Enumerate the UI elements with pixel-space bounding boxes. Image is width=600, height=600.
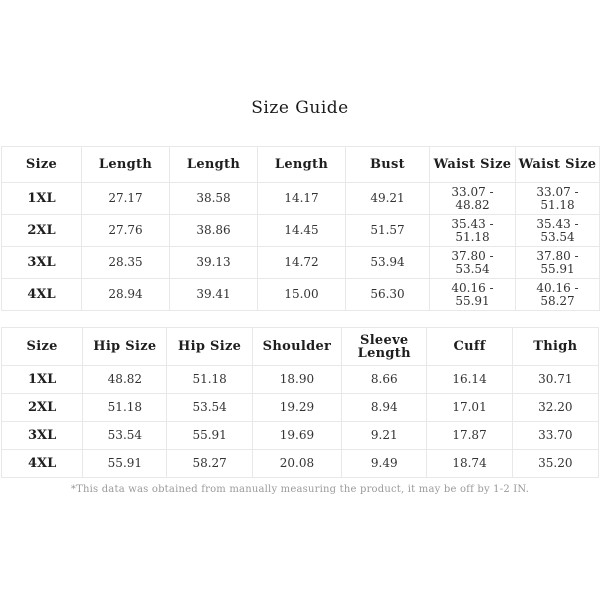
table-cell: 20.08 <box>252 450 341 478</box>
table-cell: 33.07 - 51.18 <box>516 183 600 215</box>
size-label: 4XL <box>2 450 83 478</box>
table-row <box>2 366 599 394</box>
table-cell: 55.91 <box>167 422 252 450</box>
table-cell: 28.94 <box>82 279 170 311</box>
table-cell: 37.80 - 55.91 <box>516 247 600 279</box>
table-cell: 48.82 <box>83 366 167 394</box>
header-cuff: Cuff <box>427 328 512 366</box>
table-cell: 14.45 <box>258 215 346 247</box>
table-row <box>2 247 600 279</box>
header-shoulder: Shoulder <box>252 328 341 366</box>
table-header-row <box>2 147 600 183</box>
table-cell: 9.49 <box>342 450 427 478</box>
table-row <box>2 279 600 311</box>
table-cell: 53.54 <box>83 422 167 450</box>
table-row <box>2 215 600 247</box>
table-cell: 39.41 <box>170 279 258 311</box>
table-cell: 14.17 <box>258 183 346 215</box>
table-cell: 51.57 <box>346 215 430 247</box>
header-thigh: Thigh <box>512 328 598 366</box>
table-cell: 17.87 <box>427 422 512 450</box>
table-cell: 37.80 - 53.54 <box>430 247 516 279</box>
table-cell: 19.69 <box>252 422 341 450</box>
table-cell: 18.74 <box>427 450 512 478</box>
table-cell: 27.76 <box>82 215 170 247</box>
table-cell: 18.90 <box>252 366 341 394</box>
table-cell: 17.01 <box>427 394 512 422</box>
table-header-row <box>2 328 599 366</box>
table-cell: 51.18 <box>83 394 167 422</box>
header-bust: Bust <box>346 147 430 183</box>
table-cell: 53.94 <box>346 247 430 279</box>
header-length: Length <box>170 147 258 183</box>
table-cell: 19.29 <box>252 394 341 422</box>
table-cell: 30.71 <box>512 366 598 394</box>
size-label: 1XL <box>2 183 82 215</box>
table-cell: 38.58 <box>170 183 258 215</box>
size-label: 2XL <box>2 215 82 247</box>
table-cell: 35.43 - 53.54 <box>516 215 600 247</box>
table-cell: 15.00 <box>258 279 346 311</box>
header-size: Size <box>2 147 82 183</box>
table-cell: 53.54 <box>167 394 252 422</box>
table-cell: 49.21 <box>346 183 430 215</box>
header-length: Length <box>82 147 170 183</box>
table-cell: 27.17 <box>82 183 170 215</box>
table-cell: 32.20 <box>512 394 598 422</box>
table-cell: 8.94 <box>342 394 427 422</box>
table-cell: 35.20 <box>512 450 598 478</box>
table-cell: 33.07 - 48.82 <box>430 183 516 215</box>
table-cell: 33.70 <box>512 422 598 450</box>
table-cell: 40.16 - 55.91 <box>430 279 516 311</box>
header-hip-size: Hip Size <box>167 328 252 366</box>
table-cell: 9.21 <box>342 422 427 450</box>
header-length: Length <box>258 147 346 183</box>
size-label: 4XL <box>2 279 82 311</box>
size-table-measurements <box>1 146 600 311</box>
table-cell: 56.30 <box>346 279 430 311</box>
size-label: 3XL <box>2 247 82 279</box>
header-waist-size: Waist Size <box>430 147 516 183</box>
table-cell: 8.66 <box>342 366 427 394</box>
page-title: Size Guide <box>251 98 349 118</box>
table-cell: 55.91 <box>83 450 167 478</box>
size-label: 1XL <box>2 366 83 394</box>
table-cell: 14.72 <box>258 247 346 279</box>
measurement-disclaimer: *This data was obtained from manually measuring the product, it may be off by 1-2 IN. <box>70 484 530 495</box>
table-row <box>2 394 599 422</box>
table-cell: 38.86 <box>170 215 258 247</box>
table-cell: 39.13 <box>170 247 258 279</box>
header-sleeve-length: Sleeve Length <box>342 328 427 366</box>
table-cell: 16.14 <box>427 366 512 394</box>
size-label: 2XL <box>2 394 83 422</box>
table-cell: 35.43 - 51.18 <box>430 215 516 247</box>
header-hip-size: Hip Size <box>83 328 167 366</box>
size-label: 3XL <box>2 422 83 450</box>
table-cell: 58.27 <box>167 450 252 478</box>
table-cell: 28.35 <box>82 247 170 279</box>
header-size: Size <box>2 328 83 366</box>
size-table-extra <box>1 327 599 478</box>
table-cell: 40.16 - 58.27 <box>516 279 600 311</box>
table-row <box>2 183 600 215</box>
table-row <box>2 450 599 478</box>
header-waist-size: Waist Size <box>516 147 600 183</box>
table-row <box>2 422 599 450</box>
table-cell: 51.18 <box>167 366 252 394</box>
